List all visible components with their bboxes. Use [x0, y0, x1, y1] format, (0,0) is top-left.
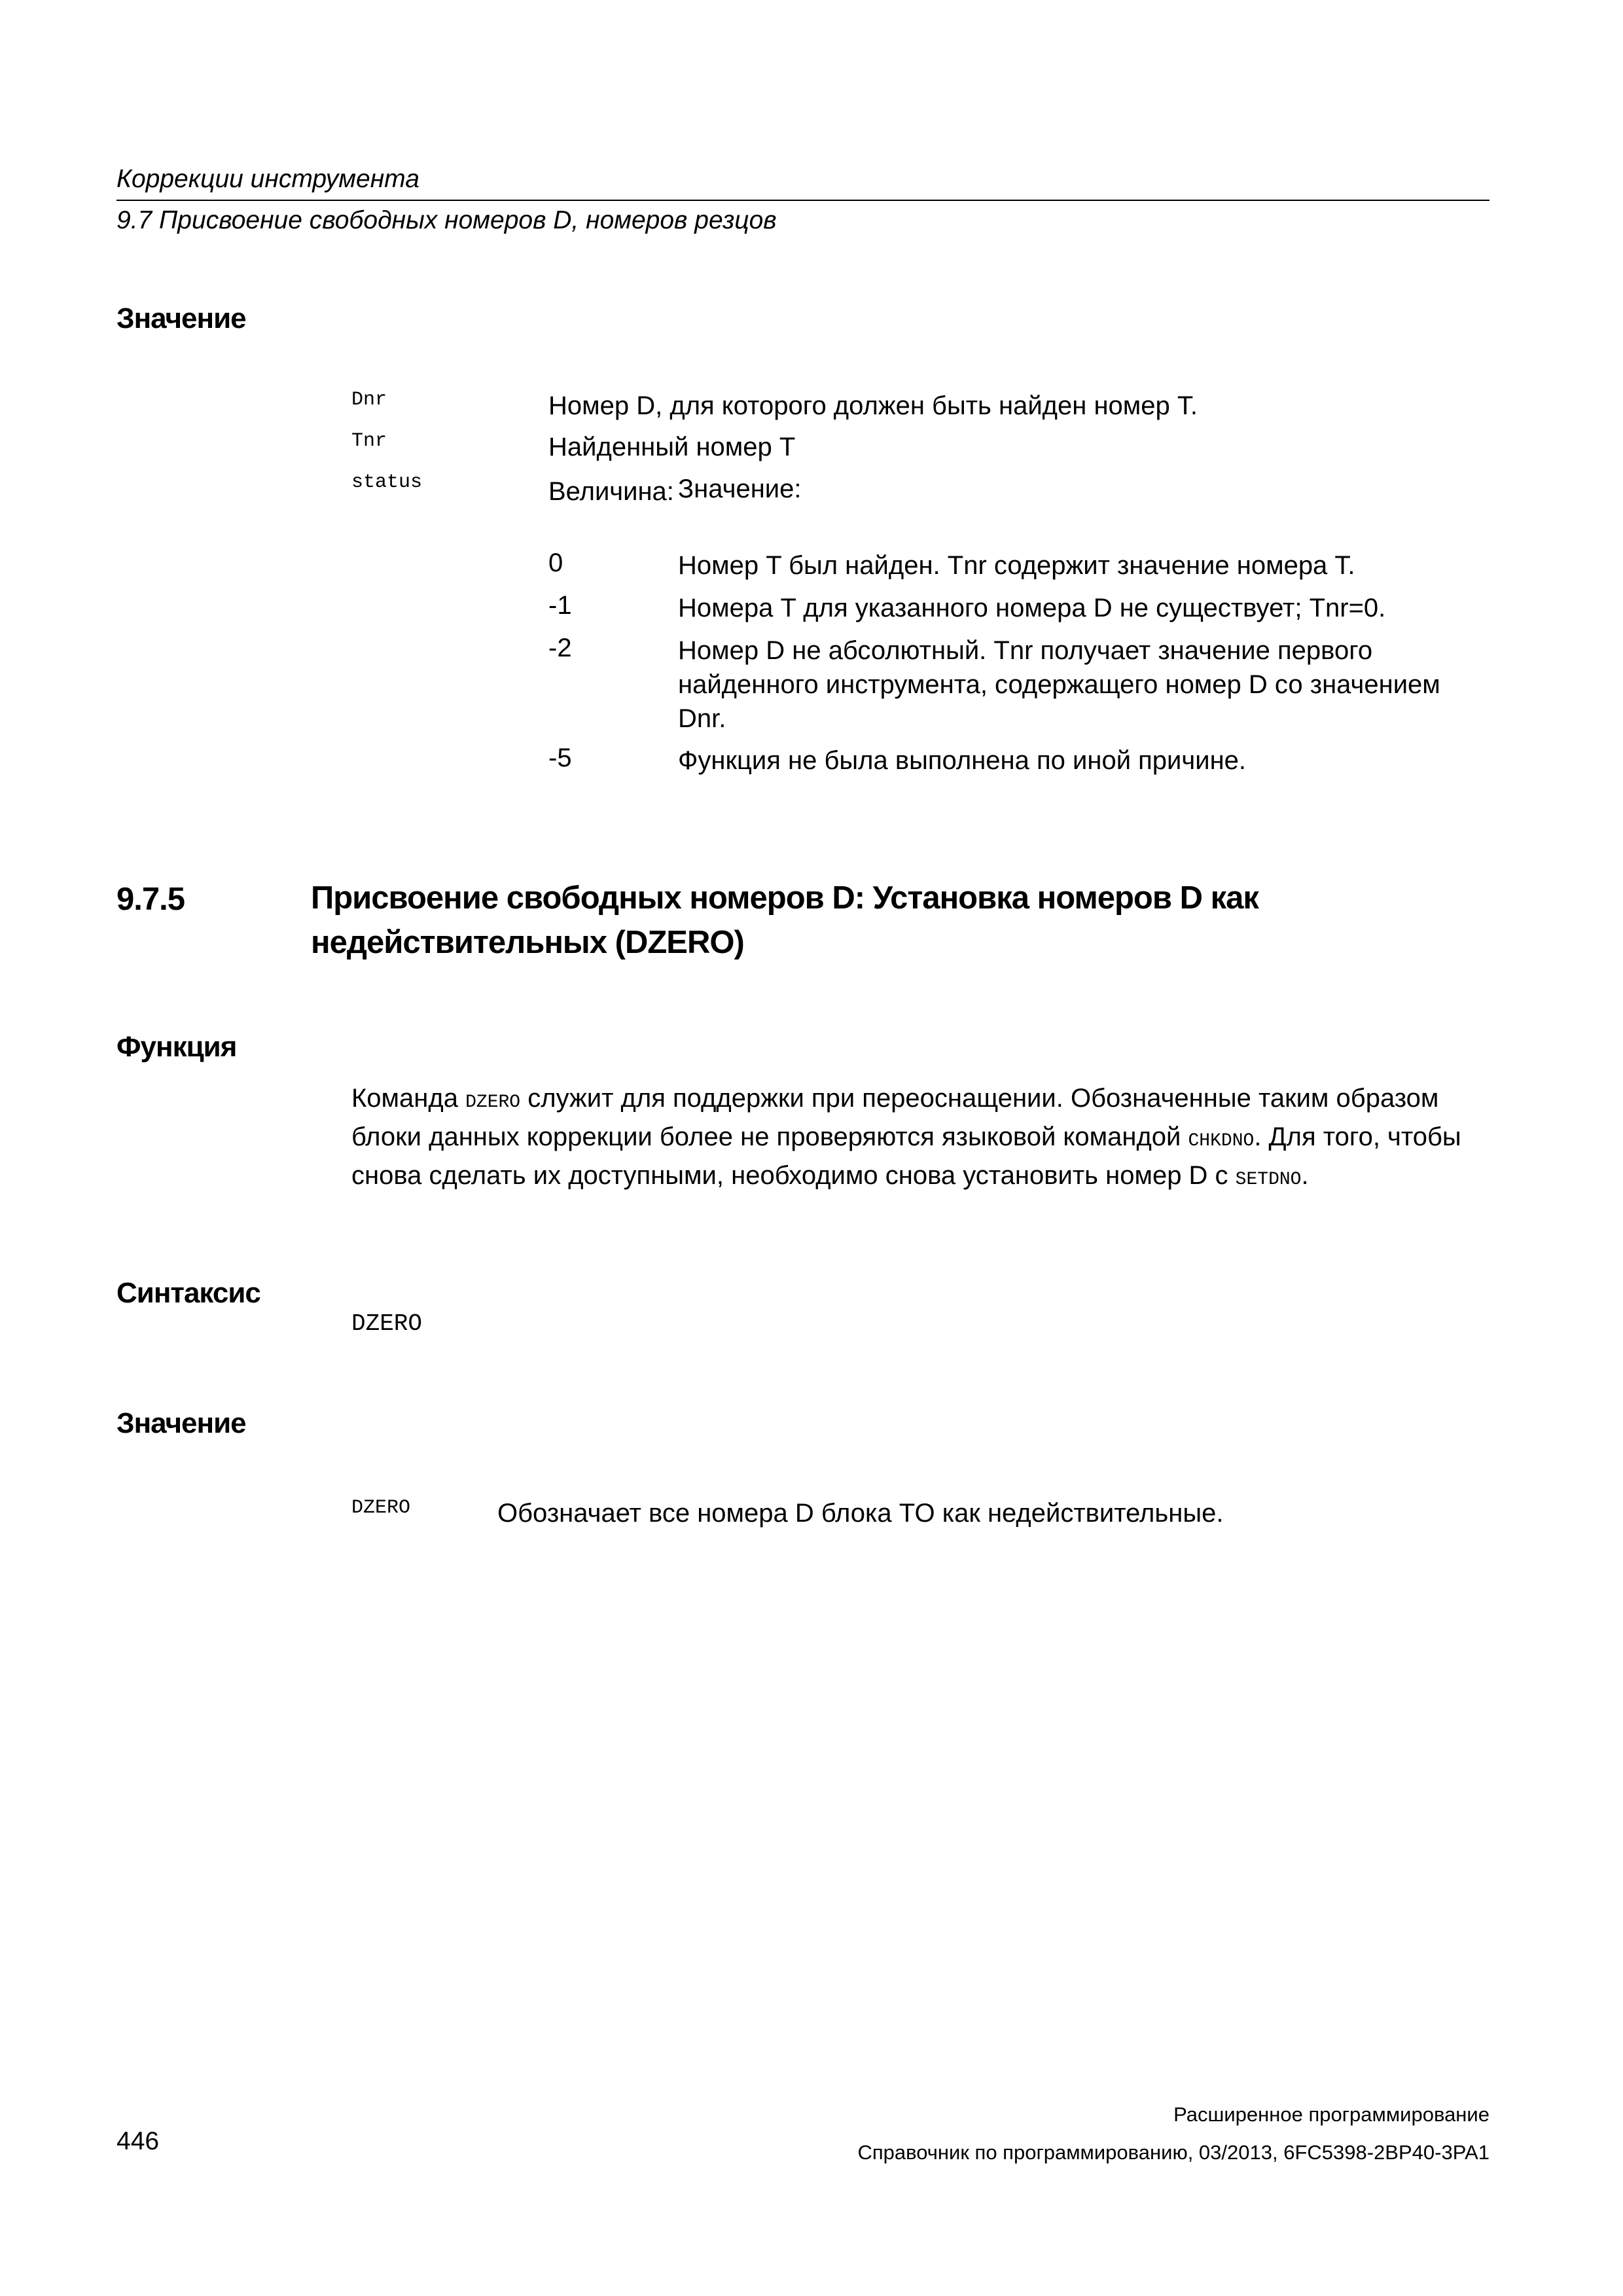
syntax-code: DZERO [351, 1310, 423, 1337]
running-header-title: Коррекции инструмента [116, 165, 419, 193]
param-name-status: status [351, 471, 423, 493]
footer-reference: Справочник по программированию, 03/2013, 6FC5398-2BP40-3PA1 [857, 2141, 1489, 2164]
param-desc-tnr: Найденный номер T [548, 433, 796, 461]
status-value: 0 [548, 548, 563, 577]
function-paragraph: Команда DZERO служит для поддержки при переоснащении. Обозначенные таким образом блоки данных коррекции более не проверяются языковой командой CHKDNO. Для того, чтобы снова сделать их доступными, необходимо снова установить номер D с SETDNO. [351, 1084, 1461, 1190]
param-name-dzero: DZERO [351, 1497, 411, 1519]
running-header-subtitle: 9.7 Присвоение свободных номеров D, номеров резцов [116, 206, 777, 234]
param-name-dnr: Dnr [351, 389, 387, 411]
section-number: 9.7.5 [116, 882, 185, 917]
status-value: -2 [548, 634, 572, 662]
section-heading-meaning-2: Значение [116, 1407, 246, 1439]
param-name-tnr: Tnr [351, 430, 387, 452]
code-setdno: SETDNO [1235, 1170, 1302, 1190]
section-heading-meaning: Значение [116, 302, 246, 334]
status-meaning: Номер D не абсолютный. Tnr получает значение первого найденного инструмента, содержащего номер D со значением Dnr. [678, 636, 1440, 733]
status-col-value-header: Величина: [548, 477, 674, 506]
footer-book-title: Расширенное программирование [1173, 2103, 1489, 2126]
status-meaning: Функция не была выполнена по иной причине. [678, 746, 1247, 775]
status-value: -1 [548, 591, 572, 620]
status-meaning: Номера T для указанного номера D не существует; Tnr=0. [678, 594, 1386, 622]
status-col-meaning-header: Значение: [678, 475, 802, 503]
param-desc-dnr: Номер D, для которого должен быть найден номер T. [548, 391, 1198, 420]
section-title: Присвоение свободных номеров D: Установка номеров D как недействительных (DZERO) [311, 880, 1258, 960]
section-heading-function: Функция [116, 1031, 237, 1063]
section-heading-syntax: Синтаксис [116, 1277, 260, 1309]
code-chkdno: CHKDNO [1188, 1131, 1255, 1151]
header-divider [116, 200, 1489, 201]
code-dzero: DZERO [465, 1092, 521, 1113]
page-number: 446 [116, 2127, 160, 2155]
status-value: -5 [548, 744, 572, 772]
status-meaning: Номер T был найден. Tnr содержит значение номера T. [678, 551, 1355, 580]
param-desc-dzero: Обозначает все номера D блока TO как недействительные. [497, 1499, 1224, 1528]
